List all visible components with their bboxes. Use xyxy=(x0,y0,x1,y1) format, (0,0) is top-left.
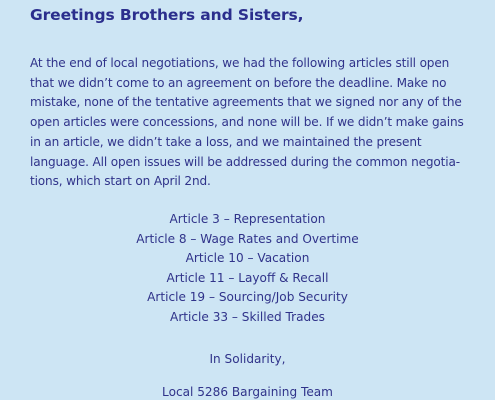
list-item: Article 11 – Layoff & Recall xyxy=(166,270,329,285)
list-item: Article 19 – Sourcing/Job Security xyxy=(147,290,348,305)
list-item: Article 8 – Wage Rates and Overtime xyxy=(136,231,359,246)
signature-line: Local 5286 Bargaining Team xyxy=(162,385,333,399)
greeting-heading: Greetings Brothers and Sisters, xyxy=(30,6,304,24)
closing-line: In Solidarity, xyxy=(209,352,286,366)
list-item: Article 3 – Representation xyxy=(169,212,326,226)
letter-body: At the end of local negotiations, we had the following articles still open that we didn’t come to an agreement on before the deadline. Make no mistake, none of the tentative agreements that we signed nor any of the open articles were concessions, and none will be. If we didn’t make gains in an article, we didn’t take a loss, and we maintained the present language. All open issues will be addressed during the common negotiations, which start on April 2nd. xyxy=(30,56,464,189)
list-item: Article 33 – Skilled Trades xyxy=(170,309,325,324)
list-item: Article 10 – Vacation xyxy=(185,251,310,266)
open-articles-list xyxy=(0,210,495,328)
